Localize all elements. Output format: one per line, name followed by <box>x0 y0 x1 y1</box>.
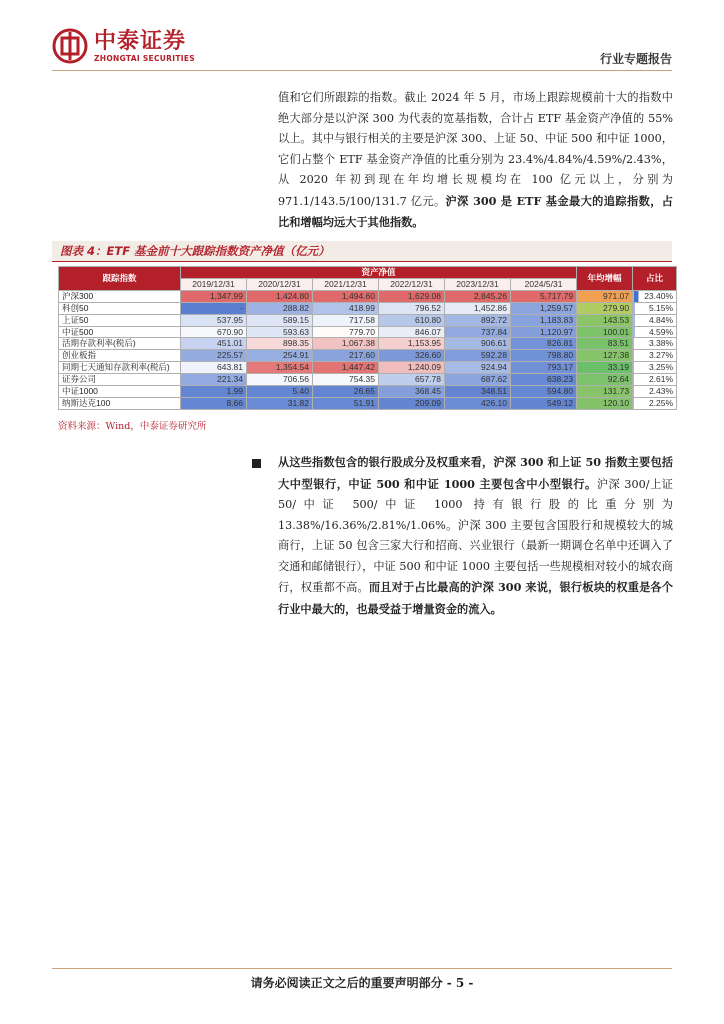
share-cell: 23.40% <box>633 290 677 302</box>
nav-value-cell: 1,183.83 <box>511 314 577 326</box>
nav-value-cell: 593.63 <box>247 326 313 338</box>
nav-value-cell: 451.01 <box>181 338 247 350</box>
nav-value-cell: 1,347.99 <box>181 290 247 302</box>
nav-value-cell: 610.80 <box>379 314 445 326</box>
table-body <box>59 290 677 409</box>
nav-value-cell: 592.28 <box>445 350 511 362</box>
nav-value-cell: 798.80 <box>511 350 577 362</box>
table-row <box>59 314 677 326</box>
paragraph-conclusion: 沪深 300 是 ETF 基金最大的追踪指数，占比和增幅均远大于其他指数。 <box>278 193 673 229</box>
bullet-square-icon <box>252 459 261 468</box>
nav-value-cell: 549.12 <box>511 397 577 409</box>
nav-value-cell: 670.90 <box>181 326 247 338</box>
nav-value-cell: 5.40 <box>247 386 313 398</box>
header-year: 2021/12/31 <box>313 278 379 290</box>
header-year: 2019/12/31 <box>181 278 247 290</box>
nav-value-cell: 221.34 <box>181 374 247 386</box>
report-type-label: 行业专题报告 <box>599 52 672 66</box>
header-index: 跟踪指数 <box>59 267 181 291</box>
page-footer: 请务必阅读正文之后的重要声明部分 - 5 - <box>250 976 474 990</box>
nav-value-cell: 326.60 <box>379 350 445 362</box>
share-cell: 2.61% <box>633 374 677 386</box>
header-divider <box>52 70 672 71</box>
nav-value-cell: 1,240.09 <box>379 362 445 374</box>
table-row <box>59 290 677 302</box>
index-name-cell: 活期存款利率(税后) <box>59 338 181 350</box>
growth-cell: 100.01 <box>577 326 633 338</box>
share-cell: 3.25% <box>633 362 677 374</box>
nav-value-cell: 1,629.08 <box>379 290 445 302</box>
nav-value-cell: 924.94 <box>445 362 511 374</box>
nav-value-cell: 217.60 <box>313 350 379 362</box>
share-cell: 2.25% <box>633 397 677 409</box>
nav-value-cell: 687.62 <box>445 374 511 386</box>
paragraph-conclusion: 而且对于占比最高的沪深 300 来说，银行板块的权重是各个行业中最大的，也最受益于增量资金的流入。 <box>278 580 673 616</box>
index-name-cell: 上证50 <box>59 314 181 326</box>
header-year: 2024/5/31 <box>511 278 577 290</box>
logo-chinese-name: 中泰证券 <box>94 28 187 54</box>
growth-cell: 131.73 <box>577 386 633 398</box>
index-name-cell: 中证1000 <box>59 386 181 398</box>
growth-cell: 83.51 <box>577 338 633 350</box>
nav-value-cell: 892.72 <box>445 314 511 326</box>
nav-value-cell: 643.81 <box>181 362 247 374</box>
header-year: 2020/12/31 <box>247 278 313 290</box>
nav-value-cell: 348.51 <box>445 386 511 398</box>
paragraph-bank-weights <box>278 452 673 620</box>
growth-cell: 92.64 <box>577 374 633 386</box>
nav-value-cell: 1,354.54 <box>247 362 313 374</box>
share-cell: 4.59% <box>633 326 677 338</box>
nav-value-cell: 209.09 <box>379 397 445 409</box>
table-row <box>59 362 677 374</box>
share-cell: 4.84% <box>633 314 677 326</box>
nav-value-cell: 2,845.26 <box>445 290 511 302</box>
paragraph-etf-overview <box>278 88 673 234</box>
nav-value-cell: 5,717.79 <box>511 290 577 302</box>
nav-value-cell: 589.15 <box>247 314 313 326</box>
nav-value-cell: 826.81 <box>511 338 577 350</box>
growth-cell: 33.19 <box>577 362 633 374</box>
nav-value-cell: 8.66 <box>181 397 247 409</box>
paragraph-lead: 从这些指数包含的银行股成分及权重来看，沪深 300 和上证 50 指数主要包括大中型银行，中证 500 和中证 1000 主要包含中小型银行。 <box>278 455 673 491</box>
header-nav: 资产净值 <box>181 267 577 279</box>
index-name-cell: 科创50 <box>59 302 181 314</box>
growth-cell: 143.53 <box>577 314 633 326</box>
nav-value-cell: 1.99 <box>181 386 247 398</box>
paragraph-text: 值和它们所跟踪的指数。截止 2024 年 5 月，市场上跟踪规模前十大的指数中绝大部分是以沪深 300 为代表的宽基指数，合计占 ETF 基金资产净值的 55%以上。其中与银行相关的主要是沪深 300、上证 50、中证 500 和中证 1000，它们占整个 ETF 基金资产净值的比重分别为 23.4%/4.84%/4.59%/2.43%，从 2020 年初到现在年均增长规模均在 100 亿元以上，分别为 971.1/143.5/100/131.7 亿元。 <box>278 91 673 208</box>
logo-english-name: ZHONGTAI SECURITIES <box>94 53 195 63</box>
figure-title: 图表 4：ETF 基金前十大跟踪指数资产净值（亿元） <box>52 241 672 261</box>
figure-title-underline <box>52 261 672 262</box>
nav-value-cell: 1,447.42 <box>313 362 379 374</box>
nav-value-cell: 225.57 <box>181 350 247 362</box>
growth-cell: 120.10 <box>577 397 633 409</box>
growth-cell: 279.90 <box>577 302 633 314</box>
nav-value-cell: 254.91 <box>247 350 313 362</box>
nav-value-cell: 368.45 <box>379 386 445 398</box>
table-row <box>59 386 677 398</box>
index-name-cell: 同期七天通知存款利率(税后) <box>59 362 181 374</box>
nav-value-cell: 1,067.38 <box>313 338 379 350</box>
header-year: 2022/12/31 <box>379 278 445 290</box>
index-name-cell: 证券公司 <box>59 374 181 386</box>
nav-value-cell: 706.56 <box>247 374 313 386</box>
nav-value-cell: - <box>181 302 247 314</box>
figure-source: 资料来源：Wind，中泰证券研究所 <box>58 421 207 432</box>
nav-value-cell: 288.82 <box>247 302 313 314</box>
nav-value-cell: 793.17 <box>511 362 577 374</box>
table-row <box>59 350 677 362</box>
nav-value-cell: 846.07 <box>379 326 445 338</box>
nav-value-cell: 51.91 <box>313 397 379 409</box>
nav-value-cell: 1,494.60 <box>313 290 379 302</box>
index-name-cell: 纳斯达克100 <box>59 397 181 409</box>
nav-value-cell: 657.78 <box>379 374 445 386</box>
header-year: 2023/12/31 <box>445 278 511 290</box>
table-row <box>59 397 677 409</box>
paragraph-text: 沪深 300/上证 50/中证 500/中证 1000 持有银行股的比重分别为 13.38%/16.36%/2.81%/1.06%。沪深 300 主要包含国股行和规模较大的城商行，上证 50 包含三家大行和招商、兴业银行（最新一期调仓名单中还调入了交通和邮储银行），中证 500 和中证 1000 主要包括一些规模相对较小的城农商行，权重都不高。 <box>278 477 673 594</box>
header-growth: 年均增幅 <box>577 267 633 291</box>
etf-index-table <box>58 266 677 410</box>
nav-value-cell: 1,120.97 <box>511 326 577 338</box>
table-row <box>59 338 677 350</box>
nav-value-cell: 1,259.57 <box>511 302 577 314</box>
footer-divider <box>52 968 672 969</box>
nav-value-cell: 906.61 <box>445 338 511 350</box>
share-cell: 2.43% <box>633 386 677 398</box>
nav-value-cell: 717.58 <box>313 314 379 326</box>
table-row <box>59 302 677 314</box>
nav-value-cell: 418.99 <box>313 302 379 314</box>
table-row <box>59 326 677 338</box>
nav-value-cell: 737.84 <box>445 326 511 338</box>
share-cell: 5.15% <box>633 302 677 314</box>
index-name-cell: 创业板指 <box>59 350 181 362</box>
growth-cell: 127.38 <box>577 350 633 362</box>
nav-value-cell: 779.70 <box>313 326 379 338</box>
nav-value-cell: 638.23 <box>511 374 577 386</box>
nav-value-cell: 594.80 <box>511 386 577 398</box>
share-cell: 3.38% <box>633 338 677 350</box>
nav-value-cell: 26.65 <box>313 386 379 398</box>
nav-value-cell: 537.95 <box>181 314 247 326</box>
nav-value-cell: 754.35 <box>313 374 379 386</box>
share-cell: 3.27% <box>633 350 677 362</box>
header-share: 占比 <box>633 267 677 291</box>
nav-value-cell: 426.10 <box>445 397 511 409</box>
nav-value-cell: 898.35 <box>247 338 313 350</box>
nav-value-cell: 1,424.80 <box>247 290 313 302</box>
index-name-cell: 沪深300 <box>59 290 181 302</box>
nav-value-cell: 1,452.86 <box>445 302 511 314</box>
table-row <box>59 374 677 386</box>
growth-cell: 971.07 <box>577 290 633 302</box>
nav-value-cell: 31.82 <box>247 397 313 409</box>
nav-value-cell: 1,153.95 <box>379 338 445 350</box>
nav-value-cell: 796.52 <box>379 302 445 314</box>
logo-mark-icon <box>52 28 88 64</box>
company-logo <box>52 28 195 64</box>
page-header <box>0 0 724 80</box>
index-name-cell: 中证500 <box>59 326 181 338</box>
